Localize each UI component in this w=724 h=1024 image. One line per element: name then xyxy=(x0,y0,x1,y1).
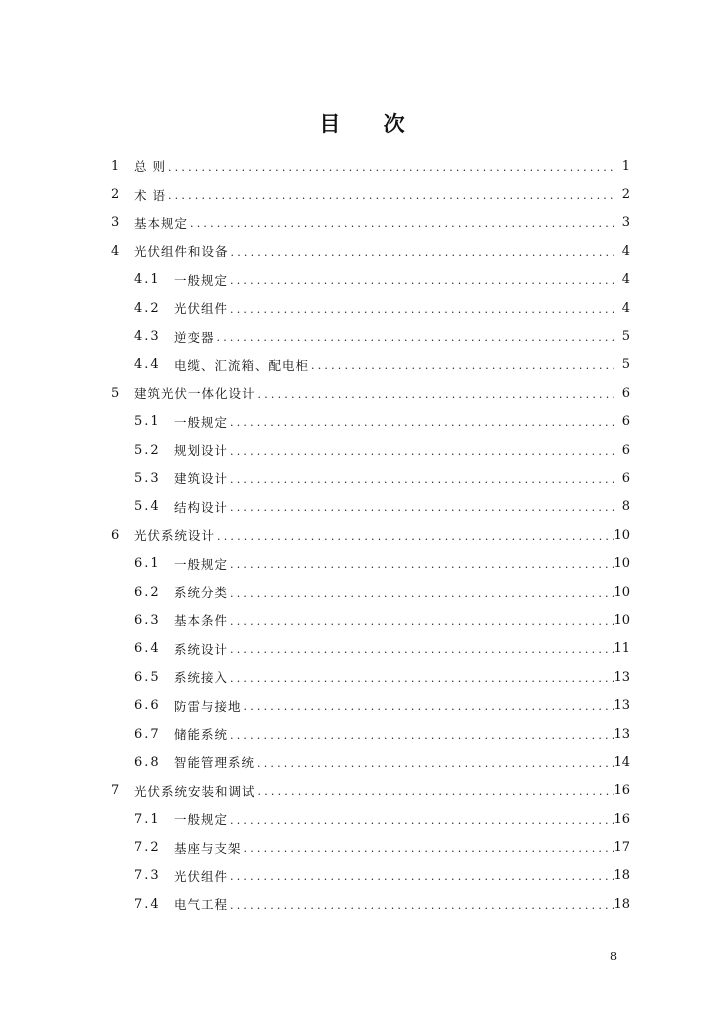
toc-entry-page: 4 xyxy=(621,300,630,316)
toc-entry[interactable] xyxy=(0,209,724,237)
toc-entry-title: 一般规定 xyxy=(174,812,229,828)
toc-entry[interactable] xyxy=(0,322,724,350)
toc-entry-title: 系统设计 xyxy=(174,641,229,657)
toc-entry[interactable] xyxy=(0,521,724,549)
toc-dot-leader xyxy=(230,897,614,912)
toc-entry-page: 4 xyxy=(621,243,630,259)
toc-entry[interactable] xyxy=(0,578,724,606)
toc-entry-title: 一般规定 xyxy=(174,272,229,288)
toc-entry[interactable] xyxy=(0,549,724,577)
toc-entry-body xyxy=(174,436,614,464)
toc-dot-leader xyxy=(230,868,614,883)
toc-entry[interactable] xyxy=(0,436,724,464)
toc-entry-page: 6 xyxy=(621,385,630,401)
toc-entry[interactable] xyxy=(0,720,724,748)
toc-entry[interactable] xyxy=(0,606,724,634)
toc-entry-number: 7 xyxy=(111,783,120,799)
toc-entry-body xyxy=(174,294,614,322)
toc-dot-leader xyxy=(230,301,614,316)
toc-entry-body xyxy=(174,720,614,748)
toc-entry-body xyxy=(174,748,614,776)
toc-entry-title: 光伏组件 xyxy=(174,868,229,884)
toc-entry-page: 17 xyxy=(613,840,630,856)
toc-entry-title: 基本规定 xyxy=(134,215,189,231)
toc-entry-number: 2 xyxy=(111,187,120,203)
toc-entry-title: 总 则 xyxy=(134,159,166,175)
toc-entry[interactable] xyxy=(0,408,724,436)
toc-entry-number: 3 xyxy=(111,215,120,231)
toc-entry[interactable] xyxy=(0,294,724,322)
toc-dot-leader xyxy=(217,329,614,344)
toc-entry-title: 防雷与接地 xyxy=(174,698,242,714)
toc-entry-number: 5.1 xyxy=(134,414,161,430)
toc-entry-title: 规划设计 xyxy=(174,443,229,459)
toc-entry-number: 4.1 xyxy=(134,272,161,288)
toc-entry-number: 5.3 xyxy=(134,470,161,486)
toc-entry-number: 5 xyxy=(111,385,120,401)
toc-entry-page: 8 xyxy=(621,499,630,515)
toc-entry-page: 13 xyxy=(613,669,630,685)
toc-entry-number: 6.1 xyxy=(134,556,161,572)
toc-entry-body xyxy=(134,152,614,180)
toc-entry[interactable] xyxy=(0,635,724,663)
toc-dot-leader xyxy=(168,159,614,174)
toc-entry[interactable] xyxy=(0,351,724,379)
toc-entry-body xyxy=(174,464,614,492)
toc-entry-title: 术 语 xyxy=(134,187,166,203)
toc-dot-leader xyxy=(257,755,614,770)
toc-entry-number: 6 xyxy=(111,527,120,543)
toc-entry-page: 3 xyxy=(621,215,630,231)
toc-entry-number: 6.6 xyxy=(134,698,161,714)
toc-entry-number: 6.5 xyxy=(134,669,161,685)
toc-entry-page: 10 xyxy=(613,527,630,543)
toc-entry-number: 4 xyxy=(111,243,120,259)
toc-dot-leader xyxy=(230,499,614,514)
toc-dot-leader xyxy=(230,272,614,287)
toc-entry[interactable] xyxy=(0,464,724,492)
toc-dot-leader xyxy=(230,414,614,429)
toc-dot-leader xyxy=(258,386,614,401)
toc-entry-number: 6.3 xyxy=(134,612,161,628)
toc-entry[interactable] xyxy=(0,237,724,265)
toc-entry[interactable] xyxy=(0,691,724,719)
toc-entry-number: 7.2 xyxy=(134,840,161,856)
toc-entry-number: 5.2 xyxy=(134,442,161,458)
toc-dot-leader xyxy=(230,613,614,628)
toc-dot-leader xyxy=(244,698,614,713)
toc-dot-leader xyxy=(230,670,614,685)
toc-entry-page: 14 xyxy=(613,754,630,770)
toc-entry-body xyxy=(134,180,614,208)
toc-entry-page: 10 xyxy=(613,612,630,628)
toc-entry-page: 16 xyxy=(613,811,630,827)
toc-entry-number: 6.8 xyxy=(134,754,161,770)
toc-entry-number: 7.4 xyxy=(134,896,161,912)
toc-entry-title: 光伏系统安装和调试 xyxy=(134,783,256,799)
toc-entry-number: 7.3 xyxy=(134,868,161,884)
toc-entry[interactable] xyxy=(0,152,724,180)
toc-entry-body xyxy=(174,322,614,350)
toc-entry-title: 储能系统 xyxy=(174,727,229,742)
toc-dot-leader xyxy=(231,244,614,259)
toc-entry-body xyxy=(174,833,614,861)
toc-entry-page: 11 xyxy=(613,641,630,657)
toc-entry-number: 4.4 xyxy=(134,357,161,373)
toc-entry-title: 建筑设计 xyxy=(174,471,229,487)
toc-dot-leader xyxy=(258,783,614,798)
toc-entry-title: 智能管理系统 xyxy=(174,755,256,771)
table-of-contents xyxy=(0,152,724,919)
toc-dot-leader xyxy=(230,556,614,571)
toc-entry[interactable] xyxy=(0,805,724,833)
toc-entry-title: 基本条件 xyxy=(174,613,229,629)
toc-entry[interactable] xyxy=(0,748,724,776)
toc-entry-title: 一般规定 xyxy=(174,556,229,572)
toc-entry-body xyxy=(174,493,614,521)
toc-entry-number: 6.4 xyxy=(134,641,161,657)
toc-dot-leader xyxy=(244,840,614,855)
toc-dot-leader xyxy=(190,215,614,230)
toc-entry-page: 2 xyxy=(621,187,630,203)
toc-entry-title: 一般规定 xyxy=(174,414,229,430)
toc-entry-body xyxy=(134,379,614,407)
toc-entry-title: 建筑光伏一体化设计 xyxy=(134,386,256,402)
toc-dot-leader xyxy=(230,471,614,486)
toc-entry-page: 13 xyxy=(613,698,630,714)
toc-entry[interactable] xyxy=(0,180,724,208)
toc-entry-body xyxy=(134,521,614,549)
toc-dot-leader xyxy=(230,812,614,827)
toc-entry-number: 5.4 xyxy=(134,499,161,515)
toc-entry[interactable] xyxy=(0,493,724,521)
toc-entry-title: 电缆、汇流箱、配电柜 xyxy=(174,357,310,373)
toc-entry-number: 7.1 xyxy=(134,811,161,827)
toc-entry-page: 18 xyxy=(613,896,630,912)
toc-entry[interactable] xyxy=(0,663,724,691)
toc-entry-body xyxy=(174,862,614,890)
toc-entry-body xyxy=(174,266,614,294)
toc-entry-number: 1 xyxy=(111,158,120,174)
toc-entry-body xyxy=(174,408,614,436)
toc-entry-title: 基座与支架 xyxy=(174,840,242,856)
toc-dot-leader xyxy=(230,727,614,742)
toc-dot-leader xyxy=(168,187,614,202)
toc-entry-title: 系统分类 xyxy=(174,585,229,601)
toc-entry-title: 结构设计 xyxy=(174,499,229,515)
toc-dot-leader xyxy=(230,443,614,458)
toc-dot-leader xyxy=(311,357,614,372)
toc-entry-title: 光伏系统设计 xyxy=(134,528,216,544)
toc-entry-title: 电气工程 xyxy=(174,897,229,913)
toc-entry-page: 13 xyxy=(613,726,630,742)
toc-entry[interactable] xyxy=(0,777,724,805)
page-number: 8 xyxy=(610,950,617,963)
toc-entry-body xyxy=(174,351,614,379)
toc-entry-body xyxy=(134,777,614,805)
toc-entry-number: 4.2 xyxy=(134,300,161,316)
toc-entry-body xyxy=(134,209,614,237)
toc-entry-page: 5 xyxy=(621,357,630,373)
toc-entry-page: 10 xyxy=(613,584,630,600)
toc-entry[interactable] xyxy=(0,890,724,918)
toc-entry-number: 6.2 xyxy=(134,584,161,600)
toc-entry-body xyxy=(174,578,614,606)
toc-entry-title: 逆变器 xyxy=(174,329,215,345)
toc-entry-body xyxy=(174,663,614,691)
toc-entry-page: 5 xyxy=(621,329,630,345)
toc-entry-page: 1 xyxy=(621,158,630,174)
toc-entry-page: 10 xyxy=(613,556,630,572)
toc-entry-page: 4 xyxy=(621,272,630,288)
toc-entry-page: 6 xyxy=(621,470,630,486)
toc-entry[interactable] xyxy=(0,833,724,861)
toc-entry-page: 18 xyxy=(613,868,630,884)
toc-entry-title: 系统接入 xyxy=(174,670,229,686)
toc-entry-body xyxy=(174,606,614,634)
toc-entry-body xyxy=(174,635,614,663)
toc-entry[interactable] xyxy=(0,379,724,407)
toc-entry-body xyxy=(134,237,614,265)
toc-entry-page: 6 xyxy=(621,442,630,458)
toc-entry-number: 6.7 xyxy=(134,726,161,742)
toc-entry-page: 6 xyxy=(621,414,630,430)
toc-entry-body xyxy=(174,691,614,719)
toc-entry-body xyxy=(174,805,614,833)
toc-dot-leader xyxy=(230,641,614,656)
toc-entry-body xyxy=(174,890,614,918)
toc-entry[interactable] xyxy=(0,862,724,890)
toc-entry[interactable] xyxy=(0,266,724,294)
toc-entry-number: 4.3 xyxy=(134,329,161,345)
toc-dot-leader xyxy=(217,528,614,543)
page-title: 目 次 xyxy=(319,112,423,136)
toc-entry-page: 16 xyxy=(613,783,630,799)
toc-entry-title: 光伏组件和设备 xyxy=(134,244,229,260)
toc-dot-leader xyxy=(230,585,614,600)
toc-entry-body xyxy=(174,549,614,577)
toc-entry-title: 光伏组件 xyxy=(174,301,229,317)
